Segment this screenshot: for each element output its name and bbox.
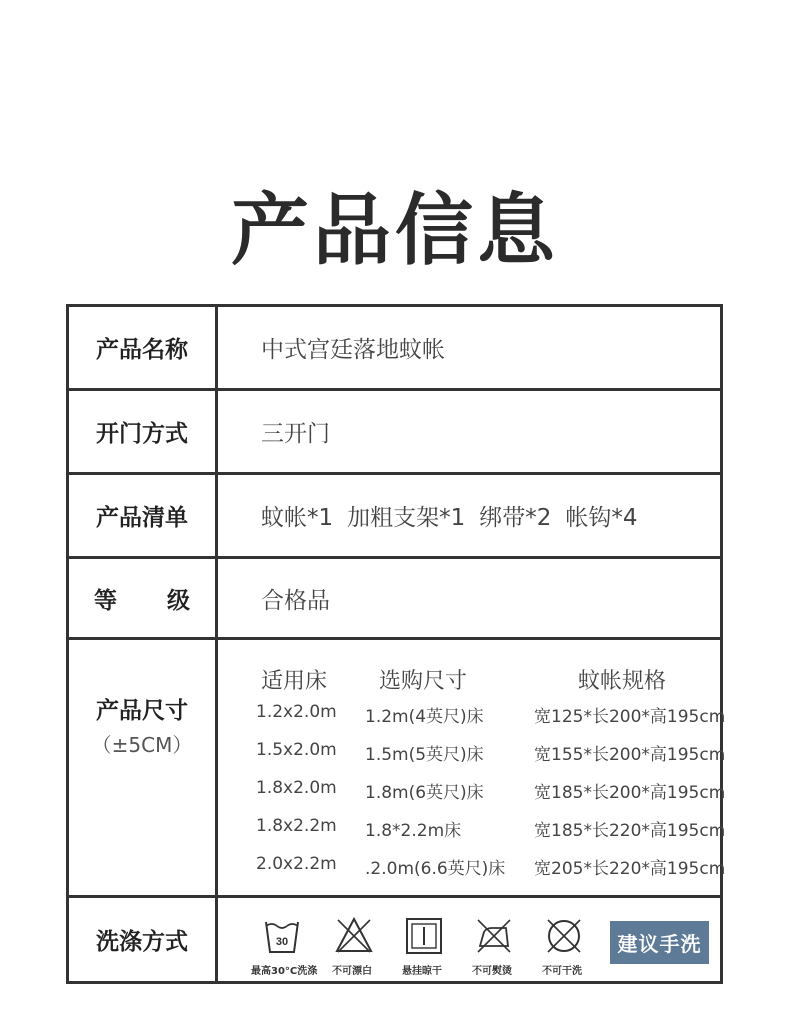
table-row-door [69,391,720,475]
label-cell [69,391,218,472]
size-cell: 2.0x2.2m [256,854,337,874]
wash-caption: 不可干洗 [542,966,582,977]
grade-label-char: 等 [94,587,117,614]
size-cell: 1.8m(6英尺)床 [365,783,484,803]
header-size: 选购尺寸 [379,669,468,694]
wash-caption: 最高30°C洗涤 [251,966,318,977]
value-cell [218,307,720,388]
size-table [218,640,726,895]
wash-caption: 不可熨烫 [472,966,512,977]
value-cell [218,391,720,472]
size-cell: 宽155*长200*高195cm [534,745,726,765]
size-cell: 1.8*2.2m床 [365,821,462,841]
value-cell [218,559,720,637]
size-cell: 1.8x2.0m [256,778,337,798]
product-name-value: 中式宫廷落地蚊帐 [261,337,445,363]
value-cell [218,475,720,556]
list-item: 蚊帐*1 [261,505,334,531]
label-cell [69,559,218,637]
table-row-list [69,475,720,559]
door-type-value: 三开门 [261,421,330,447]
table-row-name [69,307,720,391]
table-row-wash [69,898,720,981]
wash-temp: 30 [275,936,289,948]
table-row-grade [69,559,720,640]
header-bed: 适用床 [261,669,328,694]
door-type-label: 开门方式 [96,421,188,447]
wash-method-label: 洗涤方式 [96,929,188,955]
product-name-label: 产品名称 [96,337,188,363]
label-cell [69,898,218,981]
size-cell: 宽125*长200*高195cm [534,707,726,727]
table-row-size [69,640,726,898]
grade-value: 合格品 [261,587,330,614]
size-cell: 1.5x2.0m [256,740,337,760]
size-cell: 宽185*长220*高195cm [534,821,726,841]
tolerance-label: （±5CM） [91,733,193,757]
size-cell: 宽205*长220*高195cm [534,859,726,879]
header-spec: 蚊帐规格 [578,669,667,694]
size-cell: 宽185*长200*高195cm [534,783,726,803]
wash-caption: 悬挂晾干 [402,966,442,977]
label-cell [69,307,218,388]
label-cell [69,475,218,556]
product-info-table [66,304,726,984]
size-cell: 1.8x2.2m [256,816,337,836]
list-item: 绑带*2 [479,505,552,531]
size-cell: 1.5m(5英尺)床 [365,745,484,765]
list-item: 加粗支架*1 [347,505,466,531]
hang-dry-icon [404,916,444,956]
no-bleach-icon [334,916,374,956]
size-cell: 1.2m(4英尺)床 [365,707,484,727]
label-cell [69,640,218,895]
product-list-label: 产品清单 [96,505,188,531]
no-iron-icon [474,916,514,956]
size-cell: .2.0m(6.6英尺)床 [365,859,506,879]
wash-caption: 不可漂白 [332,966,372,977]
page-title: 产品信息 [230,186,559,276]
wash-30-icon [262,916,302,956]
grade-label-char: 级 [167,587,190,614]
grade-label [94,582,190,615]
size-cell: 1.2x2.0m [256,702,337,722]
product-size-label: 产品尺寸 [96,698,188,724]
list-item: 帐钩*4 [565,505,638,531]
hand-wash-badge: 建议手洗 [610,921,709,964]
no-dry-clean-icon [544,916,584,956]
wash-icons [218,898,720,981]
